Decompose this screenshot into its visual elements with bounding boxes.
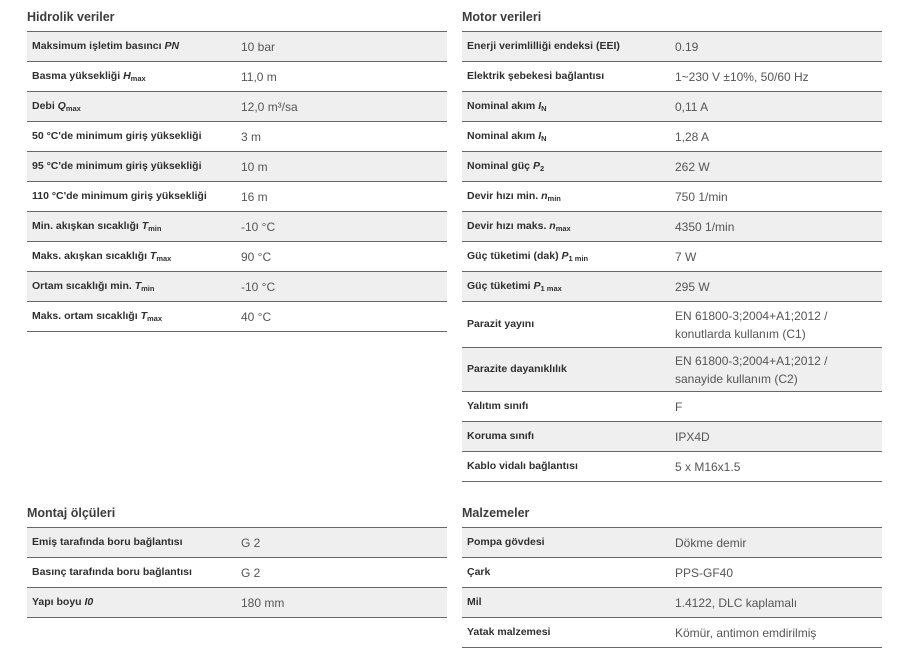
row-symbol: H xyxy=(123,70,131,82)
row-value-line: 180 mm xyxy=(241,595,285,610)
row-symbol: P xyxy=(532,160,540,172)
row-label xyxy=(462,160,672,173)
row-value xyxy=(236,564,260,582)
table-row xyxy=(27,32,447,62)
table-row xyxy=(27,302,447,332)
row-label xyxy=(27,310,236,323)
row-label-text: Maks. akışkan sıcaklığı xyxy=(32,250,150,262)
row-symbol-subscript: 1 min xyxy=(568,254,589,263)
table-row xyxy=(462,422,882,452)
table-row xyxy=(462,272,882,302)
row-value xyxy=(672,458,740,476)
row-label-text: Yalıtım sınıfı xyxy=(467,400,529,412)
table-row xyxy=(462,62,882,92)
row-label xyxy=(462,40,672,53)
row-value xyxy=(236,98,298,116)
row-label xyxy=(462,70,672,83)
row-label-text: Yatak malzemesi xyxy=(467,626,551,638)
row-value-line: 1.4122, DLC kaplamalı xyxy=(675,595,798,610)
row-label xyxy=(27,220,236,233)
row-value-line: 7 W xyxy=(675,249,697,264)
table-row xyxy=(462,302,882,348)
row-symbol-subscript: max xyxy=(65,104,81,113)
table-row xyxy=(27,122,447,152)
row-value-line: 10 m xyxy=(241,159,268,174)
row-value-line: 40 °C xyxy=(241,309,272,324)
row-label xyxy=(462,190,672,203)
row-symbol: I0 xyxy=(84,596,94,608)
row-value-line: 16 m xyxy=(241,189,268,204)
row-value-line: IPX4D xyxy=(675,429,710,444)
table-row xyxy=(462,558,882,588)
row-label xyxy=(27,536,236,549)
row-symbol: T xyxy=(140,310,147,322)
row-label xyxy=(27,566,236,579)
hydraulic-section xyxy=(27,9,447,332)
row-label-text: 110 °C'de minimum giriş yüksekliği xyxy=(32,190,207,202)
row-label-text: Basınç tarafında boru bağlantısı xyxy=(32,566,192,578)
table-row xyxy=(27,272,447,302)
row-value-line: PPS-GF40 xyxy=(675,565,734,580)
row-label-text: Parazite dayanıklılık xyxy=(467,363,567,375)
row-value xyxy=(236,218,275,236)
row-symbol-subscript: min xyxy=(141,284,155,293)
row-label-text: Enerji verimlilliği endeksi (EEI) xyxy=(467,40,620,52)
row-symbol: P xyxy=(533,280,541,292)
row-symbol-subscript: max xyxy=(146,314,162,323)
table-row xyxy=(462,528,882,558)
row-symbol-subscript: max xyxy=(130,74,146,83)
table-row xyxy=(27,62,447,92)
table-row xyxy=(462,122,882,152)
row-value xyxy=(236,68,277,86)
row-value xyxy=(236,158,268,176)
row-value-line: G 2 xyxy=(241,535,261,550)
table-row xyxy=(27,242,447,272)
row-symbol-subscript: N xyxy=(541,134,547,143)
table-row xyxy=(462,452,882,482)
row-label-text: Parazit yayını xyxy=(467,318,535,330)
row-symbol: P xyxy=(561,250,569,262)
row-label xyxy=(27,130,236,143)
row-label-text: Pompa gövdesi xyxy=(467,536,545,548)
row-label xyxy=(27,70,236,83)
row-value xyxy=(672,98,708,116)
row-value-line: Kömür, antimon emdirilmiş xyxy=(675,625,817,640)
row-value-line: 10 bar xyxy=(241,39,276,54)
row-label xyxy=(27,40,236,53)
row-value xyxy=(672,158,710,176)
row-label xyxy=(462,566,672,579)
row-label-text: Maks. ortam sıcaklığı xyxy=(32,310,141,322)
row-value-line: 90 °C xyxy=(241,249,272,264)
mounting-title: Montaj ölçüleri xyxy=(27,506,116,520)
table-row xyxy=(27,212,447,242)
row-label-text: Devir hızı min. xyxy=(467,190,542,202)
row-label-text: Devir hızı maks. xyxy=(467,220,550,232)
row-label-text: Nominal güç xyxy=(467,160,533,172)
row-value xyxy=(236,248,271,266)
table-row xyxy=(462,152,882,182)
row-value-line: 12,0 m³/sa xyxy=(241,99,298,114)
row-value xyxy=(672,128,709,146)
row-value xyxy=(672,624,816,642)
row-symbol: T xyxy=(134,280,142,292)
row-symbol: n xyxy=(541,190,548,202)
row-label xyxy=(462,280,672,293)
row-value-line: 1~230 V ±10%, 50/60 Hz xyxy=(675,69,809,84)
row-label xyxy=(462,318,672,331)
row-label-text: Koruma sınıfı xyxy=(467,430,535,442)
row-value-line: EN 61800-3;2004+A1;2012 / xyxy=(675,308,828,323)
row-label xyxy=(462,400,672,413)
row-label-text: Nominal akım xyxy=(467,100,539,112)
table-row xyxy=(462,618,882,648)
row-label xyxy=(27,280,236,293)
row-value-line: sanayide kullanım (C2) xyxy=(675,371,798,386)
row-symbol-subscript: 1 max xyxy=(540,284,562,293)
table-row xyxy=(462,92,882,122)
row-label-text: Kablo vidalı bağlantısı xyxy=(467,460,578,472)
row-label-text: Ortam sıcaklığı min. xyxy=(32,280,135,292)
row-label-text: Emiş tarafında boru bağlantısı xyxy=(32,536,183,548)
row-value-line: 262 W xyxy=(675,159,710,174)
row-symbol-subscript: N xyxy=(541,104,547,113)
row-value-line: 0.19 xyxy=(675,39,699,54)
row-label xyxy=(462,363,672,376)
row-value-line: 0,11 A xyxy=(675,99,709,114)
row-value-line: F xyxy=(675,399,683,414)
row-value-line: 11,0 m xyxy=(241,69,277,84)
row-value xyxy=(672,218,734,236)
motor-section xyxy=(462,9,882,482)
row-value xyxy=(672,248,696,266)
row-symbol: n xyxy=(549,220,556,232)
mounting-table xyxy=(27,527,447,618)
row-symbol-subscript: 2 xyxy=(539,164,545,173)
row-value-line: 1,28 A xyxy=(675,129,710,144)
row-label-text: Maksimum işletim basıncı xyxy=(32,40,165,52)
row-label xyxy=(27,596,236,609)
row-value xyxy=(236,128,261,146)
row-label xyxy=(462,430,672,443)
table-row xyxy=(462,182,882,212)
row-value-line: 295 W xyxy=(675,279,710,294)
row-value xyxy=(672,564,733,582)
row-value xyxy=(672,188,728,206)
table-row xyxy=(27,528,447,558)
row-label-text: Min. akışkan sıcaklığı xyxy=(32,220,142,232)
row-value xyxy=(672,278,710,296)
row-value xyxy=(236,188,268,206)
materials-title: Malzemeler xyxy=(462,506,530,520)
table-row xyxy=(462,32,882,62)
row-label-text: Mil xyxy=(467,596,482,608)
table-row xyxy=(462,588,882,618)
row-value xyxy=(672,307,827,343)
table-row xyxy=(462,348,882,392)
row-value xyxy=(236,534,260,552)
row-value xyxy=(672,594,797,612)
table-row xyxy=(27,92,447,122)
row-label xyxy=(27,100,236,113)
row-label-text: Debi xyxy=(32,100,58,112)
table-row xyxy=(27,558,447,588)
row-label xyxy=(462,250,672,263)
row-symbol-subscript: min xyxy=(547,194,561,203)
row-label-text: 50 °C'de minimum giriş yüksekliği xyxy=(32,130,202,142)
row-value xyxy=(236,278,275,296)
row-value-line: 3 m xyxy=(241,129,262,144)
materials-section xyxy=(462,505,882,648)
row-symbol: PN xyxy=(164,40,180,52)
row-label xyxy=(462,100,672,113)
row-label-text: Yapı boyu xyxy=(32,596,85,608)
row-symbol-subscript: max xyxy=(156,254,172,263)
row-value-line: G 2 xyxy=(241,565,261,580)
motor-title: Motor verileri xyxy=(462,10,542,24)
hydraulic-title: Hidrolik veriler xyxy=(27,10,115,24)
row-symbol-subscript: min xyxy=(148,224,162,233)
row-value-line: 750 1/min xyxy=(675,189,728,204)
row-label xyxy=(462,460,672,473)
row-value-line: konutlarda kullanım (C1) xyxy=(675,326,806,341)
row-label-text: Nominal akım xyxy=(467,130,539,142)
row-label xyxy=(27,250,236,263)
row-label xyxy=(462,130,672,143)
row-value-line: 5 x M16x1.5 xyxy=(675,459,741,474)
row-symbol: Q xyxy=(57,100,66,112)
row-label-text: Çark xyxy=(467,566,491,578)
row-value xyxy=(236,594,284,612)
row-symbol: I xyxy=(538,100,542,112)
row-symbol: T xyxy=(141,220,149,232)
table-row xyxy=(27,152,447,182)
row-value-line: Dökme demir xyxy=(675,535,747,550)
row-label-text: 95 °C'de minimum giriş yüksekliği xyxy=(32,160,202,172)
row-label xyxy=(462,220,672,233)
mounting-section xyxy=(27,505,447,618)
row-value-line: EN 61800-3;2004+A1;2012 / xyxy=(675,353,828,368)
row-value xyxy=(236,38,275,56)
row-label-text: Basma yüksekliği xyxy=(32,70,124,82)
row-label xyxy=(462,596,672,609)
hydraulic-table xyxy=(27,31,447,332)
row-value-line: -10 °C xyxy=(241,219,276,234)
row-value xyxy=(672,398,682,416)
row-label xyxy=(462,626,672,639)
table-row xyxy=(462,212,882,242)
row-symbol-subscript: max xyxy=(555,224,571,233)
row-value-line: -10 °C xyxy=(241,279,276,294)
table-row xyxy=(27,588,447,618)
row-symbol: I xyxy=(538,130,542,142)
materials-table xyxy=(462,527,882,648)
table-row xyxy=(462,242,882,272)
row-value xyxy=(672,352,827,388)
row-label-text: Elektrik şebekesi bağlantısı xyxy=(467,70,605,82)
row-label xyxy=(27,160,236,173)
table-row xyxy=(462,392,882,422)
row-value xyxy=(672,68,809,86)
row-label-text: Güç tüketimi (dak) xyxy=(467,250,562,262)
row-label-text: Güç tüketimi xyxy=(467,280,534,292)
row-value-line: 4350 1/min xyxy=(675,219,735,234)
motor-table xyxy=(462,31,882,482)
row-value xyxy=(672,534,746,552)
row-value xyxy=(672,428,710,446)
row-value xyxy=(672,38,698,56)
row-value xyxy=(236,308,271,326)
row-label xyxy=(27,190,236,203)
row-label xyxy=(462,536,672,549)
row-symbol: T xyxy=(149,250,157,262)
table-row xyxy=(27,182,447,212)
